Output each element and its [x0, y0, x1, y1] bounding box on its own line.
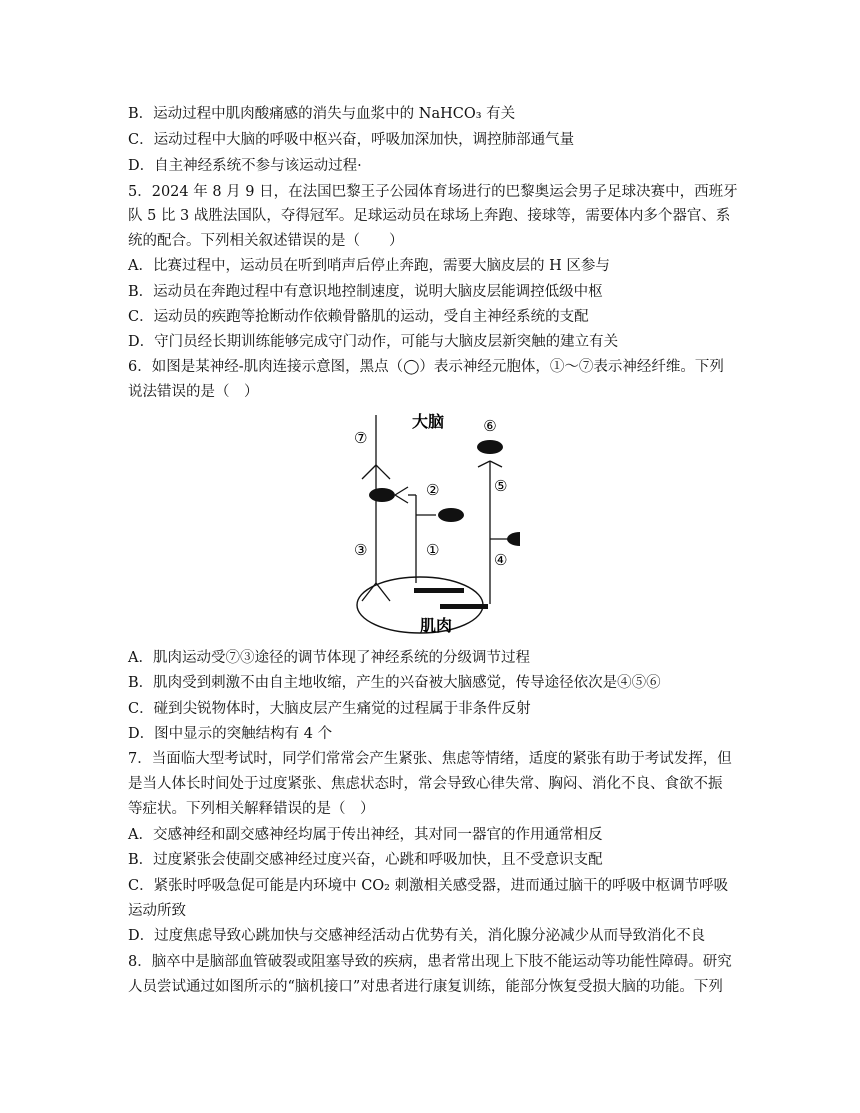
text-line: C．紧张时呼吸急促可能是内环境中 CO₂ 刺激相关感受器，进而通过脑干的呼吸中枢调节呼吸 — [128, 878, 729, 894]
text-line: 队 5 比 3 战胜法国队，夺得冠军。足球运动员在球场上奔跑、接球等，需要体内多个器官、系 — [128, 208, 731, 224]
text-line: A．肌肉运动受⑦③途径的调节体现了神经系统的分级调节过程 — [128, 650, 530, 666]
text-line: B．过度紧张会使副交感神经过度兴奋，心跳和呼吸加快，且不受意识支配 — [128, 852, 603, 868]
text-line: C．运动过程中大脑的呼吸中枢兴奋，呼吸加深加快，调控肺部通气量 — [128, 132, 575, 148]
text-line: D．过度焦虑导致心跳加快与交感神经活动占优势有关，消化腺分泌减少从而导致消化不良 — [128, 928, 706, 944]
text-line: C．运动员的疾跑等抢断动作依赖骨骼肌的运动，受自主神经系统的支配 — [128, 309, 589, 325]
text-line: 是当人体长时间处于过度紧张、焦虑状态时，常会导致心律失常、胸闷、消化不良、食欲不振 — [128, 776, 723, 792]
muscle-label: 肌肉 — [420, 616, 453, 635]
fiber-7-branch — [362, 465, 376, 479]
fiber-label-7: ⑦ — [354, 429, 368, 447]
text-line: 8．脑卒中是脑部血管破裂或阻塞导致的疾病，患者常出现上下肢不能运动等功能性障碍。研究 — [128, 954, 732, 970]
neuron-body — [477, 440, 503, 454]
brain-label: 大脑 — [412, 412, 445, 431]
fiber-6-branch — [490, 461, 502, 467]
fiber-label-4: ④ — [494, 551, 508, 569]
fiber-label-1: ① — [426, 541, 440, 559]
nerve-muscle-diagram — [340, 405, 520, 640]
fiber-label-5: ⑤ — [494, 477, 508, 495]
end-plate — [440, 604, 488, 609]
text-line: 统的配合。下列相关叙述错误的是（ ） — [128, 233, 404, 249]
fiber-label-6: ⑥ — [483, 417, 497, 435]
neuron-body — [507, 532, 520, 546]
fiber-label-3: ③ — [354, 541, 368, 559]
text-line: 等症状。下列相关解释错误的是（ ） — [128, 801, 375, 817]
text-line: D．图中显示的突触结构有 4 个 — [128, 726, 333, 742]
text-line: D．守门员经长期训练能够完成守门动作，可能与大脑皮层新突触的建立有关 — [128, 334, 619, 350]
text-line: B．运动过程中肌肉酸痛感的消失与血浆中的 NaHCO₃ 有关 — [128, 106, 516, 122]
text-line: B．肌肉受到刺激不由自主地收缩，产生的兴奋被大脑感觉，传导途径依次是④⑤⑥ — [128, 675, 661, 691]
text-line: 6．如图是某神经-肌肉连接示意图，黑点（◯）表示神经元胞体，①～⑦表示神经纤维。下列 — [128, 359, 724, 375]
synapse-branch — [395, 487, 408, 495]
text-line: 运动所致 — [128, 903, 186, 919]
text-line: B．运动员在奔跑过程中有意识地控制速度，说明大脑皮层能调控低级中枢 — [128, 284, 603, 300]
synapse-branch — [395, 495, 408, 503]
text-line: D．自主神经系统不参与该运动过程· — [128, 158, 362, 174]
text-line: A．比赛过程中，运动员在听到哨声后停止奔跑，需要大脑皮层的 H 区参与 — [128, 258, 610, 274]
fiber-6-branch — [478, 461, 490, 467]
neuron-body — [438, 508, 464, 522]
text-line: 5．2024 年 8 月 9 日，在法国巴黎王子公园体育场进行的巴黎奥运会男子足球决赛中，西班牙 — [128, 184, 738, 200]
text-line: 说法错误的是（ ） — [128, 384, 259, 400]
text-line: A．交感神经和副交感神经均属于传出神经，其对同一器官的作用通常相反 — [128, 827, 603, 843]
neuron-body — [369, 488, 395, 502]
text-line: C．碰到尖锐物体时，大脑皮层产生痛觉的过程属于非条件反射 — [128, 701, 531, 717]
text-line: 7．当面临大型考试时，同学们常常会产生紧张、焦虑等情绪，适度的紧张有助于考试发挥，但 — [128, 751, 732, 767]
fiber-7-branch — [376, 465, 390, 479]
text-line: 人员尝试通过如图所示的“脑机接口”对患者进行康复训练，能部分恢复受损大脑的功能。下列 — [128, 979, 723, 995]
end-plate — [414, 588, 464, 593]
fiber-3-ending — [376, 583, 390, 601]
fiber-label-2: ② — [426, 481, 440, 499]
